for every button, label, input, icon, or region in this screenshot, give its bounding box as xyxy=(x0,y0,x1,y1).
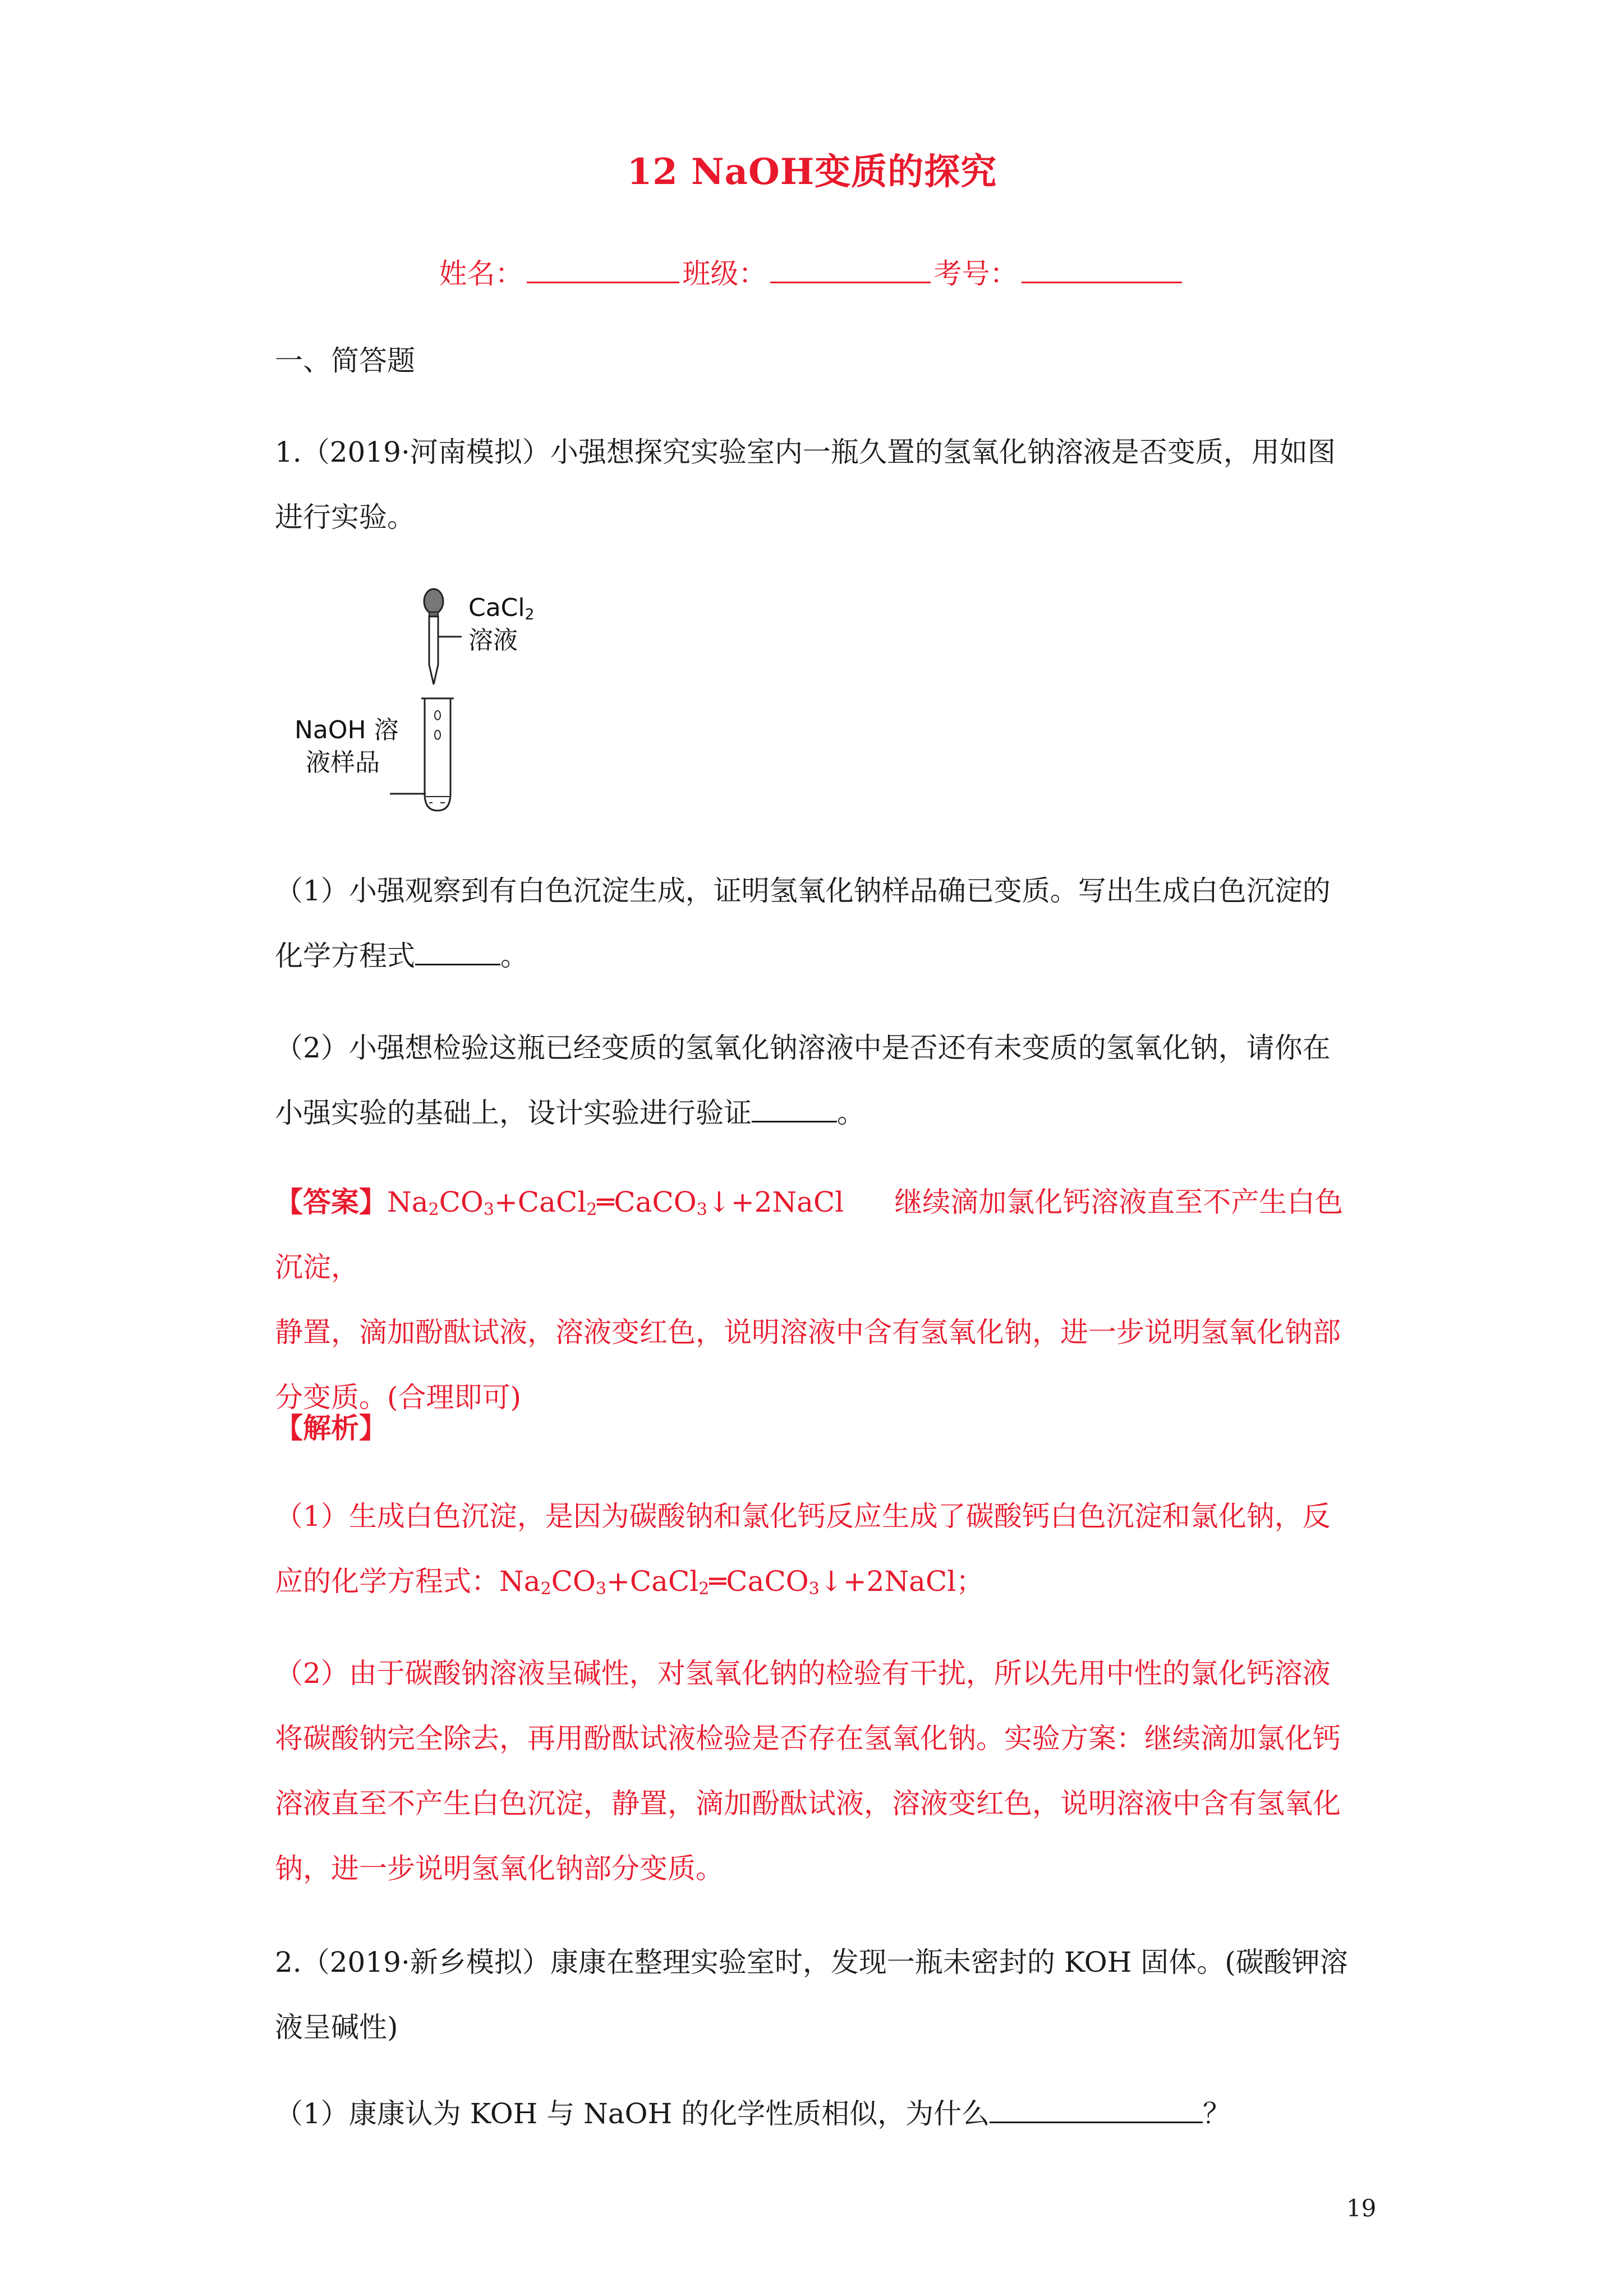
analysis-p2-line4: 钠，进一步说明氢氧化钠部分变质。 xyxy=(275,1852,724,1885)
analysis-part-1 xyxy=(275,1484,1363,1614)
eq-sub: 2 xyxy=(428,1200,439,1220)
dropper-test-tube-illustration xyxy=(278,581,592,827)
dropper-label-solution: 溶液 xyxy=(468,626,518,655)
experiment-figure xyxy=(278,581,592,827)
question-2-intro xyxy=(275,1930,1363,2060)
q1-p2-line1: （2）小强想检验这瓶已经变质的氢氧化钠溶液中是否还有未变质的氢氧化钠，请你在 xyxy=(275,1032,1331,1064)
dropper-label-subscript: 2 xyxy=(525,606,535,623)
exam-number-blank[interactable] xyxy=(1022,257,1182,283)
eq-part: ↓+2NaCl xyxy=(707,1186,844,1218)
q1-p1-answer-blank[interactable] xyxy=(415,939,500,965)
q1-intro-line2: 进行实验。 xyxy=(275,501,415,533)
analysis-p1-line2-prefix: 应的化学方程式： xyxy=(275,1565,499,1598)
answer-line1-text: 继续滴加氯化钙溶液直至不产生白色沉淀， xyxy=(275,1186,1344,1283)
eq-part: ↓+2NaCl xyxy=(819,1565,956,1598)
analysis-p2-line3: 溶液直至不产生白色沉淀，静置，滴加酚酞试液，溶液变红色，说明溶液中含有氢氧化 xyxy=(275,1787,1341,1820)
eq-sub: 2 xyxy=(586,1200,597,1220)
analysis-p1-line1: （1）生成白色沉淀，是因为碳酸钠和氯化钙反应生成了碳酸钙白色沉淀和氯化钠，反 xyxy=(275,1500,1331,1533)
q1-p2-answer-blank[interactable] xyxy=(752,1096,837,1122)
analysis-p2-line1: （2）由于碳酸钠溶液呈碱性，对氢氧化钠的检验有干扰，所以先用中性的氯化钙溶液 xyxy=(275,1657,1331,1690)
analysis-p2-line2: 将碳酸钠完全除去，再用酚酞试液检验是否存在氢氧化钠。实验方案：继续滴加氯化钙 xyxy=(275,1722,1341,1755)
q2-p1-answer-blank[interactable] xyxy=(990,2097,1203,2123)
eq-part: +CaCl xyxy=(606,1565,699,1598)
eq-sub: 2 xyxy=(698,1579,710,1599)
class-blank[interactable] xyxy=(770,257,931,283)
analysis-tag: 【解析】 xyxy=(275,1411,387,1444)
exam-number-label: 考号： xyxy=(933,257,1018,290)
section-heading: 一、简答题 xyxy=(275,344,415,377)
eq-sub: 3 xyxy=(595,1579,606,1599)
eq-part: +CaCl xyxy=(494,1186,587,1218)
question-1-part-1 xyxy=(275,858,1363,988)
q1-answer xyxy=(275,1170,1363,1430)
page-number: 19 xyxy=(1346,2194,1377,2222)
eq-part: CO xyxy=(439,1186,484,1218)
dropper-label-formula: CaCl xyxy=(468,593,525,622)
q1-p2-line2-suffix: 。 xyxy=(837,1097,865,1129)
answer-line3: 分变质。(合理即可) xyxy=(275,1381,522,1414)
eq-part: CO xyxy=(551,1565,596,1598)
question-2-part-1 xyxy=(275,2081,1363,2146)
analysis-part-2 xyxy=(275,1641,1363,1901)
q1-p1-line1: （1）小强观察到有白色沉淀生成，证明氢氧化钠样品确已变质。写出生成白色沉淀的 xyxy=(275,875,1331,907)
tube-label-line2: 液样品 xyxy=(306,748,380,777)
eq-part: ═CaCO xyxy=(597,1186,697,1218)
page-title: 12 NaOH变质的探究 xyxy=(627,151,997,193)
q2-p1-prefix: （1）康康认为 KOH 与 NaOH 的化学性质相似，为什么 xyxy=(275,2097,990,2130)
student-info-line xyxy=(0,251,1624,292)
answer-equation xyxy=(387,1186,844,1218)
eq-part: Na xyxy=(499,1565,541,1598)
q2-intro-line1: 2.（2019·新乡模拟）康康在整理实验室时，发现一瓶未密封的 KOH 固体。(碳酸钾溶 xyxy=(275,1946,1348,1978)
q1-intro-line1: 1.（2019·河南模拟）小强想探究实验室内一瓶久置的氢氧化钠溶液是否变质，用如图 xyxy=(275,436,1336,468)
eq-sub: 3 xyxy=(696,1200,707,1220)
answer-tag: 【答案】 xyxy=(275,1185,387,1218)
q2-p1-suffix: ？ xyxy=(1203,2097,1231,2130)
tube-label-line1: NaOH 溶 xyxy=(295,716,399,744)
analysis-equation xyxy=(499,1565,956,1598)
q1-p1-line2-prefix: 化学方程式 xyxy=(275,940,415,972)
name-label: 姓名： xyxy=(439,257,523,290)
eq-sub: 3 xyxy=(808,1579,820,1599)
eq-part: ═CaCO xyxy=(709,1565,809,1598)
eq-sub: 2 xyxy=(540,1579,551,1599)
eq-part: Na xyxy=(387,1186,429,1218)
dropper-label xyxy=(468,592,534,657)
eq-sub: 3 xyxy=(483,1200,494,1220)
q1-p1-line2-suffix: 。 xyxy=(500,940,528,972)
class-label: 班级： xyxy=(682,257,767,290)
q2-intro-line2: 液呈碱性) xyxy=(275,2011,398,2044)
tube-label xyxy=(295,714,399,779)
name-blank[interactable] xyxy=(527,257,679,283)
question-1-part-2 xyxy=(275,1015,1363,1145)
q1-p2-line2-prefix: 小强实验的基础上，设计实验进行验证 xyxy=(275,1097,752,1129)
answer-line2: 静置，滴加酚酞试液，溶液变红色，说明溶液中含有氢氧化钠，进一步说明氢氧化钠部 xyxy=(275,1316,1341,1349)
analysis-p1-line2-end: ； xyxy=(956,1565,984,1598)
question-1-intro xyxy=(275,420,1363,550)
